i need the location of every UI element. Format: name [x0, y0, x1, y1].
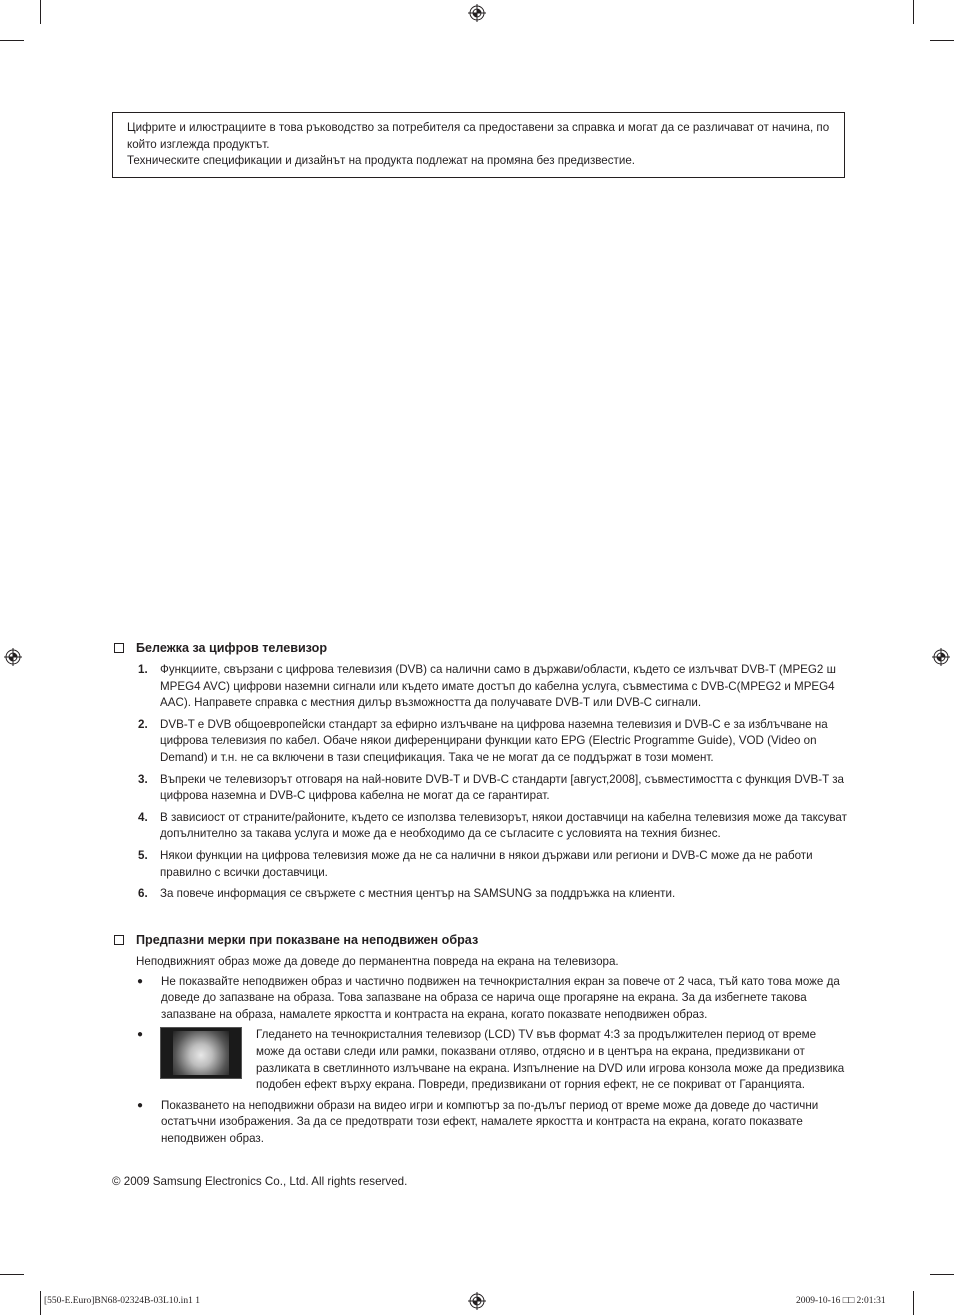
copyright-text: © 2009 Samsung Electronics Co., Ltd. All rights reserved. — [112, 1175, 408, 1188]
bullet-list — [112, 974, 847, 1148]
footer-timestamp: 2009-10-16 □□ 2:01:31 — [796, 1296, 886, 1306]
crop-mark — [930, 1274, 954, 1275]
section-heading-text: Предпазни мерки при показване на неподвижен образ — [136, 933, 479, 947]
disclaimer-box — [112, 112, 845, 178]
checkbox-bullet-icon — [114, 643, 124, 653]
list-item — [136, 1098, 847, 1148]
tv-screen-image — [173, 1031, 229, 1075]
list-item — [138, 772, 847, 805]
list-item — [138, 886, 847, 903]
crop-mark — [40, 0, 41, 24]
section-heading — [112, 640, 847, 656]
section-heading — [112, 932, 847, 948]
item-number: 3. — [138, 772, 148, 786]
item-text: Показването на неподвижни образи на видео игри и компютър за по-дълъг период от време може да доведе до частични остатъчни изображения. За да се предотврати този ефект, намалете яркостта и контраста на екрана, когато показвате неподвижен образ. — [161, 1098, 819, 1145]
registration-mark-icon — [4, 648, 22, 666]
list-item — [138, 848, 847, 881]
still-image-section — [112, 932, 847, 1152]
bullet-icon: ● — [137, 1029, 144, 1041]
section-intro: Неподвижният образ може да доведе до перманентна повреда на екрана на телевизора. — [136, 955, 619, 968]
item-text: За повече информация се свържете с местния център на SAMSUNG за поддръжка на клиенти. — [160, 887, 676, 901]
item-number: 1. — [138, 663, 148, 676]
item-number: 6. — [138, 887, 148, 901]
bullet-icon: ● — [137, 975, 144, 987]
crop-mark — [913, 0, 914, 24]
list-item — [136, 974, 847, 1024]
list-item — [138, 717, 847, 767]
checkbox-bullet-icon — [114, 935, 124, 945]
item-number: 4. — [138, 810, 148, 824]
tv-flower-image — [161, 1028, 241, 1078]
crop-mark — [930, 40, 954, 41]
footer-file-info: [550-E.Euro]BN68-02324B-03L10.in1 1 — [44, 1296, 200, 1306]
crop-mark — [0, 40, 24, 41]
list-item — [136, 1027, 847, 1093]
list-item — [138, 810, 847, 843]
item-text: Функциите, свързани с цифрова телевизия (DVB) са налични само в държави/области, където се излъчват DVB-T (MPEG2 ш MPEG4 AVC) цифрови наземни сигнали или където имате достъп до кабелна услуга, съвместима с DVB-C(MPEG2 и MPEG4 AAC). Направете справка с местния дилър възможността да получавате DVB-T или DVB-C сигнали. — [160, 663, 836, 710]
digital-tv-note-section — [112, 640, 847, 908]
item-text: Въпреки че телевизорът отговаря на най-новите DVB-T и DVB-C стандарти [август,2008], съвместимостта с функция DVB-T за цифрова наземна и DVB-C цифрова кабелна не могат да се гарантират. — [160, 772, 844, 803]
disclaimer-line: Техническите спецификации и дизайнът на продукта подлежат на промяна без предизвестие. — [127, 154, 635, 167]
section-heading-text: Бележка за цифров телевизор — [136, 641, 328, 655]
crop-mark — [913, 1291, 914, 1315]
item-text: Някои функции на цифрова телевизия може да не са налични в някои държави или региони и DVB-C може да не работи правилно с всички доставчици. — [160, 848, 813, 879]
registration-mark-icon — [932, 648, 950, 666]
registration-mark-icon — [468, 1292, 486, 1310]
crop-mark — [0, 1274, 24, 1275]
registration-mark-icon — [468, 4, 486, 22]
item-text: DVB-T е DVB общоевропейски стандарт за ефирно излъчване на цифрова наземна телевизия и DVB-C е за изблъчване на цифрова телевизия по кабел. Обаче някои диференцирани функции като EPG (Electric Programme Guide), VOD (Video on Demand) и т.н. не са включени в тази спецификация. Така че не могат да се поддържат в този момент. — [160, 717, 828, 764]
item-number: 5. — [138, 848, 148, 862]
item-text: Гледането на течнокристалния телевизор (LCD) TV във формат 4:3 за продължителен период от време може да остави следи или рамки, показвани отляво, отдясно и в центъра на екрана, предизвикани от разликата в светлинното излъчване на екрана. Изпълнение на DVD или игрова конзола може да предизвика подобен ефект върху екрана. Повреди, предизвикани от горния ефект, не се покриват от Гаранцията. — [256, 1028, 845, 1092]
numbered-list — [112, 662, 847, 903]
list-item — [138, 662, 847, 712]
crop-mark — [40, 1291, 41, 1315]
disclaimer-line: Цифрите и илюстрациите в това ръководство за потребителя са предоставени за справка и могат да се различават от начина, по който изглежда продуктът. — [127, 121, 830, 151]
item-number: 2. — [138, 717, 148, 731]
bullet-icon: ● — [137, 1099, 144, 1111]
item-text: В зависиост от страните/районите, където се използва телевизорът, някои доставчици на кабелна телевизия може да таксуват допълнително за такава услуга и може да е необходимо да се съгласите с условията на техния бизнес. — [160, 810, 847, 841]
item-text: Не показвайте неподвижен образ и частично подвижен на течнокристалния екран за повече от 2 часа, тъй като това може да доведе до запазване на образа. Това запазване на образа се нарича още прогаряне на екрана. За да избегнете такова запазване на образа, намалете яркостта и контраста на екрана, когато показвате неподвижен образ. — [161, 974, 840, 1021]
